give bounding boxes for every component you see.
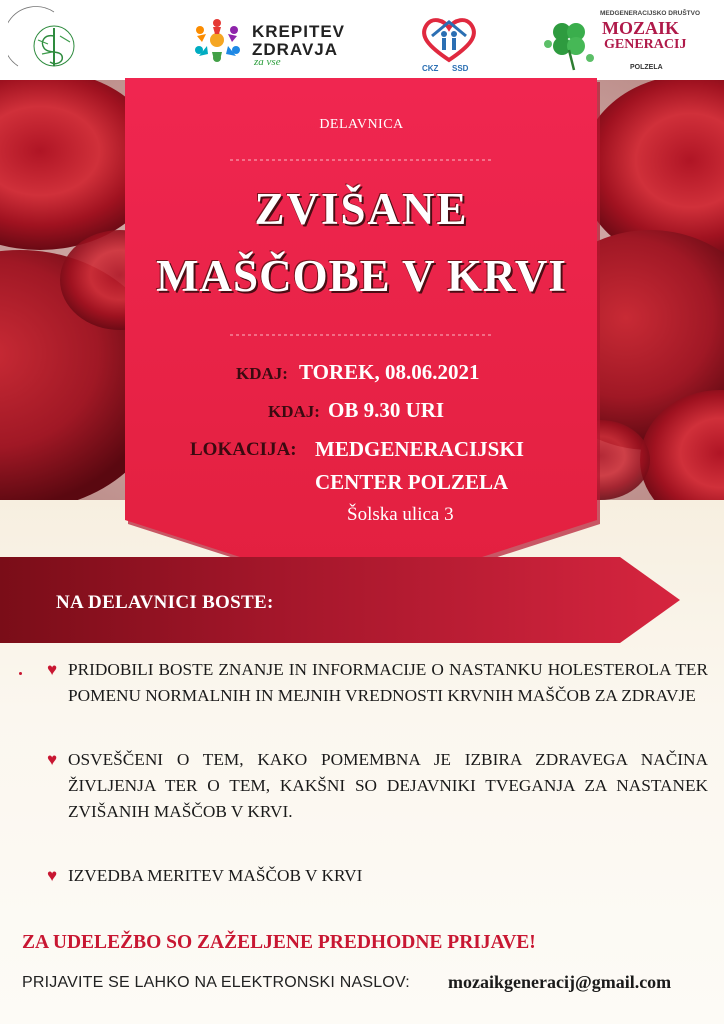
- title-line-1: ZVIŠANE: [254, 184, 469, 234]
- workshop-kicker: DELAVNICA: [319, 117, 404, 132]
- bullet-text: IZVEDBA MERITEV MAŠČOB V KRVI: [68, 866, 363, 885]
- location-address: Šolska ulica 3: [347, 504, 454, 525]
- location-line-1: MEDGENERACIJSKI: [315, 437, 524, 461]
- krepitev-text: KREPITEV: [252, 22, 346, 41]
- mg-title-generacij: GENERACIJ: [604, 37, 687, 52]
- ckz-label: CKZ: [422, 64, 439, 73]
- bullet-text: PRIDOBILI BOSTE ZNANJE IN INFORMACIJE O NASTANKU HOLESTEROLA TER POMENU NORMALNIH IN MEJNIH VREDNOSTI KRVNIH MAŠČOB ZA ZDRAVJE: [68, 660, 708, 705]
- when-value-time: OB 9.30 URI: [328, 398, 445, 422]
- location-label: LOKACIJA:: [190, 439, 297, 460]
- title-line-2: MAŠČOBE V KRVI: [156, 251, 567, 301]
- heart-bullet-icon: ♥: [47, 866, 58, 885]
- contact-email-link[interactable]: mozaikgeneracij@gmail.com: [448, 972, 672, 992]
- za-vse-text: za vse: [254, 56, 281, 68]
- when-value-date: TOREK, 08.06.2021: [299, 360, 480, 384]
- heart-bullet-icon: ♥: [47, 750, 58, 769]
- contact-label: PRIJAVITE SE LAHKO NA ELEKTRONSKI NASLOV:: [22, 974, 410, 991]
- list-item: [40, 657, 708, 709]
- zdravja-text: ZDRAVJA: [252, 40, 339, 59]
- heart-bullet-icon: ♥: [47, 660, 58, 679]
- when-label-1: KDAJ:: [236, 364, 288, 383]
- bullet-list: [40, 657, 708, 889]
- mg-subtitle: MEDGENERACIJSKO DRUŠTVO: [600, 10, 701, 17]
- when-label-2: KDAJ:: [268, 402, 320, 421]
- bullet-text: OSVEŠČENI O TEM, KAKO POMEMBNA JE IZBIRA ZDRAVEGA NAČINA ŽIVLJENJA TER O TEM, KAKŠNI SO DEJAVNIKI TVEGANJA ZA NASTANEK ZVIŠANIH MAŠČOB V KRVI.: [68, 750, 708, 821]
- list-item: [40, 747, 708, 825]
- mg-title-mozaik: MOZAIK: [602, 18, 680, 38]
- location-line-2: CENTER POLZELA: [315, 470, 509, 494]
- registration-call-to-action: ZA UDELEŽBO SO ZAŽELJENE PREDHODNE PRIJAVE!: [22, 932, 536, 953]
- mg-place: POLZELA: [630, 64, 663, 71]
- decorative-dot: [19, 672, 22, 675]
- list-item: [40, 863, 708, 889]
- section-heading: NA DELAVNICI BOSTE:: [56, 592, 274, 613]
- ssd-label: SSD: [452, 64, 469, 73]
